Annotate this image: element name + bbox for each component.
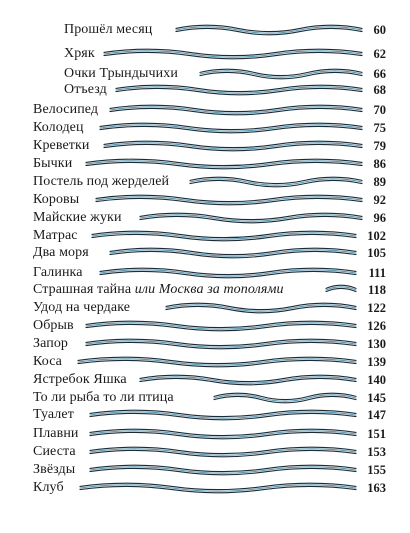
- wavy-leader: [200, 68, 362, 80]
- wave-stroke: [96, 197, 362, 203]
- entry-page-number: 89: [373, 175, 386, 189]
- wave-stroke: [200, 71, 362, 77]
- wave-stroke: [140, 215, 362, 221]
- toc-entry: [0, 243, 410, 263]
- entry-title: Два моря: [33, 245, 89, 260]
- wavy-leader: [96, 194, 362, 206]
- wavy-leader: [90, 409, 356, 421]
- toc-entry: [0, 352, 410, 372]
- entry-title: То ли рыба то ли птица: [33, 390, 174, 405]
- entry-title: Отъезд: [64, 82, 107, 97]
- toc-entry: [0, 100, 410, 120]
- entry-page-number: 130: [367, 337, 386, 351]
- wavy-leader: [140, 212, 362, 224]
- entry-title: Бычки: [33, 156, 73, 171]
- entry-page-number: 153: [367, 445, 386, 459]
- wavy-leader: [90, 464, 356, 476]
- wave-stroke: [86, 341, 356, 347]
- toc-entry: [0, 154, 410, 174]
- entry-title-main: Страшная тайна: [33, 282, 135, 297]
- entry-page-number: 92: [373, 193, 386, 207]
- wavy-leader: [86, 338, 356, 350]
- entry-page-number: 140: [367, 373, 386, 387]
- entry-title: Коровы: [33, 192, 80, 207]
- entry-title: Сиеста: [33, 444, 76, 459]
- toc-entry: [0, 44, 410, 64]
- entry-page-number: 86: [373, 157, 386, 171]
- toc-entry: [0, 460, 410, 480]
- wavy-leader: [100, 122, 362, 134]
- wave-stroke: [190, 179, 362, 185]
- entry-page-number: 102: [367, 229, 386, 243]
- entry-page-number: 60: [373, 23, 386, 37]
- entry-title: Колодец: [33, 120, 84, 135]
- wave-stroke: [92, 233, 356, 239]
- entry-title: Креветки: [33, 138, 90, 153]
- wavy-leader: [190, 176, 362, 188]
- wavy-leader: [140, 374, 356, 386]
- wave-stroke: [90, 467, 356, 473]
- wavy-leader: [90, 446, 356, 458]
- entry-page-number: 145: [367, 391, 386, 405]
- wave-stroke: [90, 449, 356, 455]
- wave-stroke: [110, 250, 356, 256]
- wavy-leader: [110, 104, 362, 116]
- entry-page-number: 66: [373, 67, 386, 81]
- entry-title: Очки Трындычихи: [64, 66, 178, 81]
- entry-title: Прошёл месяц: [64, 22, 153, 37]
- wavy-leader: [214, 392, 356, 404]
- entry-page-number: 122: [367, 301, 386, 315]
- entry-title: Велосипед: [33, 102, 99, 117]
- wave-stroke: [140, 377, 356, 383]
- wavy-leader: [86, 320, 356, 332]
- wavy-leader: [176, 24, 362, 36]
- entry-page-number: 111: [368, 266, 386, 280]
- entry-page-number: 68: [373, 83, 386, 97]
- entry-page-number: 105: [367, 246, 386, 260]
- entry-page-number: 147: [367, 408, 386, 422]
- entry-page-number: 118: [367, 283, 386, 297]
- toc-entry: [0, 478, 410, 498]
- entry-title: Матрас: [33, 228, 78, 243]
- wavy-leader: [116, 84, 362, 96]
- entry-title: Коса: [33, 354, 62, 369]
- toc-entry: [0, 442, 410, 462]
- entry-page-number: 163: [367, 481, 386, 495]
- entry-title: Обрыв: [33, 318, 74, 333]
- wave-stroke: [100, 270, 356, 276]
- wavy-leader: [326, 284, 356, 296]
- entry-title: Майские жуки: [33, 210, 122, 225]
- wave-stroke: [86, 323, 356, 329]
- entry-title: Туалет: [33, 407, 74, 422]
- wavy-leader: [104, 48, 362, 60]
- entry-title: Запор: [33, 336, 69, 351]
- wave-stroke: [214, 395, 356, 401]
- toc-entry: [0, 334, 410, 354]
- entry-title: Ястребок Яшка: [33, 372, 127, 387]
- toc-entry: [0, 316, 410, 336]
- toc-entry: [0, 190, 410, 210]
- wave-stroke: [90, 431, 356, 437]
- toc-entry: [0, 280, 410, 300]
- wave-stroke: [110, 107, 362, 113]
- toc-entry: [0, 424, 410, 444]
- wavy-leader: [86, 158, 362, 170]
- toc-entry: [0, 298, 410, 318]
- wave-stroke: [116, 87, 362, 93]
- entry-page-number: 96: [373, 211, 386, 225]
- entry-page-number: 126: [367, 319, 386, 333]
- wavy-leader: [90, 428, 356, 440]
- toc-entry: [0, 370, 410, 390]
- toc-entry: [0, 208, 410, 228]
- entry-title: Постель под жерделей: [33, 174, 170, 189]
- wavy-leader: [78, 356, 356, 368]
- entry-title: Звёзды: [33, 462, 76, 477]
- wavy-leader: [104, 140, 362, 152]
- entry-page-number: 75: [373, 121, 386, 135]
- entry-page-number: 79: [373, 139, 386, 153]
- toc-entry: [0, 20, 410, 40]
- wavy-leader: [166, 302, 356, 314]
- wave-stroke: [104, 143, 362, 149]
- toc-entry: [0, 136, 410, 156]
- entry-page-number: 155: [367, 463, 386, 477]
- entry-title: Удод на чердаке: [33, 300, 131, 315]
- wave-stroke: [100, 125, 362, 131]
- wavy-leader: [80, 482, 356, 494]
- wave-stroke: [80, 485, 356, 491]
- wavy-leader: [100, 267, 356, 279]
- entry-title: Хряк: [64, 46, 95, 61]
- toc-entry: [0, 172, 410, 192]
- entry-page-number: 151: [367, 427, 386, 441]
- toc-entry: [0, 118, 410, 138]
- wavy-leader: [92, 230, 356, 242]
- wave-stroke: [104, 51, 362, 57]
- wave-stroke: [176, 27, 362, 33]
- entry-title-alt: или Москва за тополями: [134, 282, 284, 297]
- wavy-leader: [110, 247, 356, 259]
- toc-entry: [0, 405, 410, 425]
- wave-stroke: [78, 359, 356, 365]
- wave-stroke: [86, 161, 362, 167]
- wave-stroke: [166, 305, 356, 311]
- entry-title: [33, 280, 284, 300]
- entry-title: Галинка: [33, 265, 83, 280]
- entry-page-number: 139: [367, 355, 386, 369]
- entry-title: Плавни: [33, 426, 79, 441]
- entry-page-number: 70: [373, 103, 386, 117]
- wave-stroke: [90, 412, 356, 418]
- entry-page-number: 62: [373, 47, 386, 61]
- toc-entry: [0, 80, 410, 100]
- entry-title: Клуб: [33, 480, 64, 495]
